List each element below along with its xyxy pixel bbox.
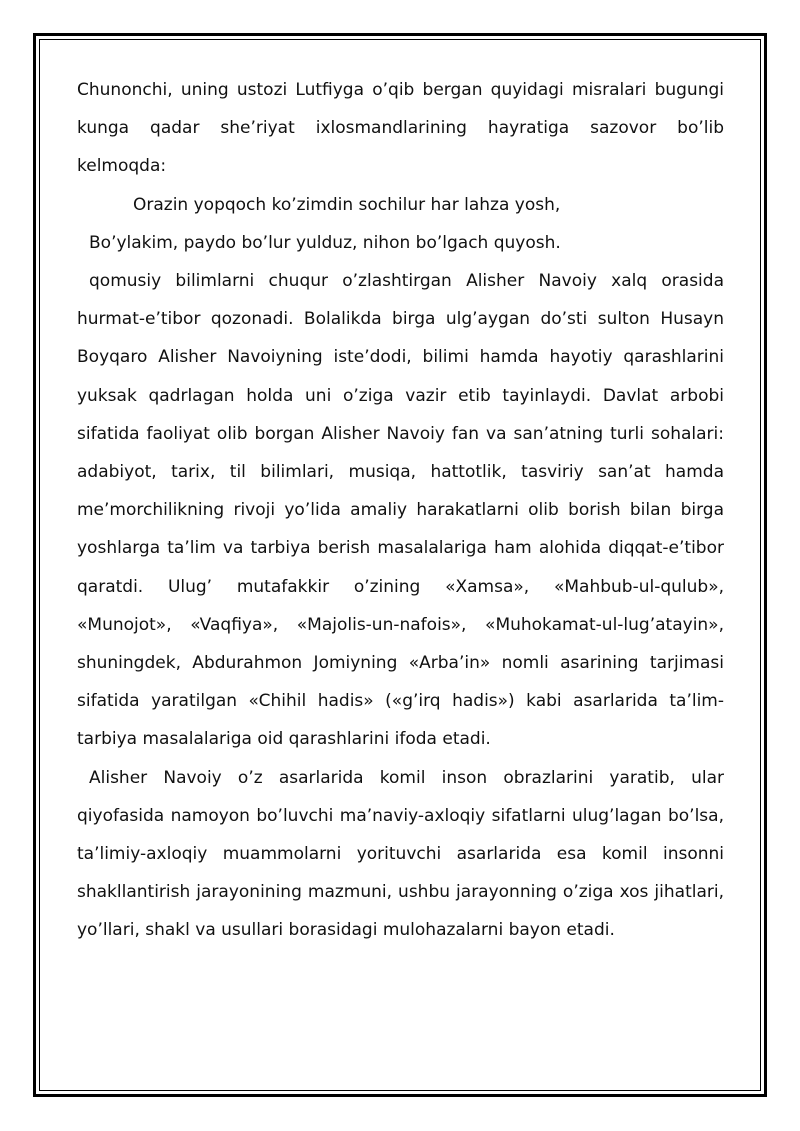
verse-line-2: Bo’ylakim, paydo bo’lur yulduz, nihon bo’lgach quyosh.: [89, 232, 561, 253]
document-body: [77, 71, 724, 950]
paragraph-intro: Chunonchi, uning ustozi Lutfiyga o’qib bergan quyidagi misralari bugungi kunga qadar she’riyat ixlosmandlarining hayratiga sazovor bo’lib kelmoqda:: [77, 80, 724, 177]
paragraph-navoiy-knowledge: qomusiy bilimlarni chuqur o’zlashtirgan Alisher Navoiy xalq orasida hurmat-e’tibor qozonadi. Bolalikda birga ulg’aygan do’sti sulton Husayn Boyqaro Alisher Navoiyning iste’dodi, bilimi hamda hayotiy qarashlarini yuksak qadrlagan holda uni o’ziga vazir etib tayinlaydi. Davlat arbobi sifatida faoliyat olib borgan Alisher Navoiy fan va san’atning turli sohalari: adabiyot, tarix, til bilimlari, musiqa, hattotlik, tasviriy san’at hamda me’morchilikning rivoji yo’lida amaliy harakatlarni olib borish bilan birga yoshlarga ta’lim va tarbiya berish masalalariga ham alohida diqqat-e’tibor qaratdi. Ulug’ mutafakkir o’zining «Xamsa», «Mahbub-ul-qulub», «Munojot», «Vaqfiya», «Majolis-un-nafois», «Muhokamat-ul-lug’atayin», shuningdek, Abdurahmon Jomiyning «Arba’in» nomli asarining tarjimasi sifatida yaratilgan «Chihil hadis» («g’irq hadis») kabi asarlarida ta’lim-tarbiya masalalariga oid qarashlarini ifoda etadi.: [77, 271, 724, 750]
paragraph-navoiy-works: Alisher Navoiy o’z asarlarida komil inson obrazlarini yaratib, ular qiyofasida namoyon bo’luvchi ma’naviy-axloqiy sifatlarni ulug’lagan bo’lsa, ta’limiy-axloqiy muammolarni yorituvchi asarlarida esa komil insonni shakllantirish jarayonining mazmuni, ushbu jarayonning o’ziga xos jihatlari, yo’llari, shakl va usullari borasidagi mulohazalarni bayon etadi.: [77, 767, 724, 941]
verse-line-1: Orazin yopqoch ko’zimdin sochilur har lahza yosh,: [133, 194, 561, 215]
